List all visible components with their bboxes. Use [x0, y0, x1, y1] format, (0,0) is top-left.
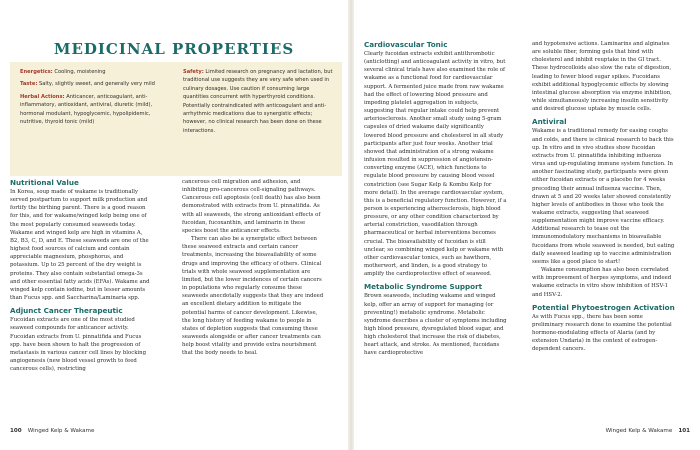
left-folio	[10, 428, 94, 434]
infobox-left-column	[20, 68, 173, 172]
infobox-right-column	[183, 68, 336, 172]
herbal-actions-text: Anticancer, anticoagulant, anti-inflammatory, antioxidant, antiviral, diuretic (mild), hormonal modulant, hypoglycemic, hypolipidemic, nutritive, thyroid tonic (mild)	[20, 93, 153, 126]
right-column-2	[532, 40, 675, 353]
right-folio-title: Winged Kelp & Wakame	[605, 428, 673, 434]
cardiovascular-tonic-paragraph: Clearly fucoidan extracts exhibit antithrombotic (anticlotting) and anticoagulant activity in vitro, but several clinical trials have also examined the role of wakame as a functional food for cardiovascular support. A fermented juice made from raw wakame had the effect of lowering blood pressure and impeding platelet aggregation in subjects, suggesting that regular intake could help prevent arteriosclerosis. Another small study using 5-gram capsules of dried wakame daily significantly lowered blood pressure and cholesterol in all study participants after just four weeks. Another trial showed that administration of a strong wakame infusion resulted in suppression of angiotensin-converting enzyme (ACE), which functions to regulate blood pressure by causing blood vessel constriction (see Sugar Kelp & Kombu Kelp for more detail). In the average cardiovascular system, this is a beneficial regulatory function. However, if a person is experiencing atherosclerosis, high blood pressure, or any other condition characterized by arterial constriction, vasodilation through pharmaceutical or herbal interventions becomes crucial. The bioavailability of fucoidan is still unclear, so combining winged kelp or wakame with other cardiovascular tonics, such as hawthorn, motherwort, and linden, is a good strategy to amplify the cardioprotective effect of seaweed.	[364, 51, 507, 278]
energetics-entry	[20, 68, 173, 76]
page-gutter	[348, 0, 354, 450]
herbal-actions-entry	[20, 93, 173, 127]
energetics-text: Cooling, moistening	[54, 69, 106, 75]
left-page-number: 100	[10, 428, 22, 434]
cardiovascular-tonic-heading: Cardiovascular Tonic	[364, 40, 448, 49]
energetics-label: Energetics:	[20, 69, 53, 75]
herpes-paragraph: Wakame consumption has also been correlated with improvement of herpes symptoms, and indeed wakame extracts in vitro show inhibition of HSV-1 and HSV-2.	[532, 267, 672, 298]
left-column-1	[10, 178, 153, 373]
synergistic-effect-paragraph: There can also be a synergistic effect between these seaweed extracts and certain cancer treatments, increasing the bioavailability of some drugs and improving the efficacy of others. Clinical trials with whole seaweed supplementation are limited, but the lower incidences of certain cancers in populations who regularly consume these seaweeds anecdotally suggests that they are indeed an excellent dietary addition to mitigate the potential harms of cancer development. Likewise, the long history of feeding wakame to people in states of depletion suggests that consuming these seaweeds alongside or after cancer treatments can help boost vitality and provide extra nourishment that the body needs to heal.	[182, 236, 324, 357]
safety-label: Safety:	[183, 69, 204, 75]
antiviral-paragraph: Wakame is a traditional remedy for easing coughs and colds, and there is clinical research to back this up. In vitro and in vivo studies show fucoidan extracts from U. pinnatifida inhibiting influenza virus and up-regulating immune system function. In another fascinating study, participants were given either fucoidan extracts or a placebo for 4 weeks preceding their annual influenza vaccine. Then, drawn at 5 and 20 weeks later showed consistently higher levels of antibodies in those who took the wakame extracts, suggesting that seaweed supplementation might improve vaccine efficacy. Additional research to tease out the immunomodulatory mechanisms in bioavailable fucoidans from whole seaweed is needed, but eating daily seaweed leading up to vaccine administration seems like a good place to start!	[532, 128, 675, 265]
taste-text: Salty, slightly sweet, and generally very mild	[39, 81, 155, 88]
herbal-actions-label: Herbal Actions:	[20, 93, 65, 100]
adjunct-cancer-paragraph: Fucoidan extracts are one of the most studied seaweed compounds for anticancer activity. Fucoidan extracts from U. pinnatifida and Fucus spp. have been shown to halt the progression of metastasis in various cancer cell lines by blocking angiogenesis (new blood vessel growth to feed cancerous cells), restricting	[10, 317, 146, 373]
left-column-2	[182, 178, 325, 357]
taste-entry	[20, 80, 173, 88]
adjunct-cancer-heading: Adjunct Cancer Therapeutic	[10, 306, 123, 316]
properties-infobox	[10, 62, 342, 176]
phytoestrogen-paragraph: As with Fucus spp., there has been some preliminary research done to examine the potential hormone-modulating effects of Alaria (and by extension Undaria) in the context of estrogen-dependent cancers.	[532, 313, 672, 353]
right-page-number: 101	[678, 428, 690, 434]
metabolic-continued-paragraph: and hypotensive actions. Laminarins and alginates are soluble fiber, forming gels that bind with cholesterol and inhibit reuptake in the GI tract. These hydrocolloids also slow the rate of digestion, leading to fewer blood sugar spikes. Fucoidans exhibit additional hypoglycemic effects by slowing intestinal glucose absorption via enzyme inhibition, while simultaneously increasing insulin sensitivity and desired glucose uptake by muscle cells.	[532, 41, 672, 113]
safety-entry	[183, 68, 336, 135]
cancer-continued-paragraph: cancerous cell migration and adhesion, and inhibiting pro-cancerous cell-signaling pathways. Cancerous cell apoptosis (cell death) has also been demonstrated with extracts from U. pinnatifida. As with all seaweeds, the strong antioxidant effects of fucoidan, fucoxanthin, and laminarin in these species boost the anticancer effects.	[182, 179, 321, 234]
left-folio-title: Winged Kelp & Wakame	[27, 428, 95, 434]
right-column-1	[364, 40, 507, 358]
metabolic-syndrome-paragraph: Brown seaweeds, including wakame and winged kelp, offer an array of support for managing (or preventing!) metabolic syndrome. Metabolic syndrome describes a cluster of symptoms including high blood pressure, dysregulated blood sugar, and high cholesterol that increase the risk of diabetes, heart attack, and stroke. As mentioned, fucoidans have cardioprotective	[364, 293, 507, 357]
safety-text: Limited research on pregnancy and lactation, but traditional use suggests they are very safe when used in culinary dosages. Use caution if consuming large quantities concurrent with hyperthyroid conditions. Potentially contraindicated with anticoagulant and anti-arrhythmic medications due to synergistic effects; however, no clinical research has been done on these interactions.	[183, 69, 333, 134]
right-folio	[606, 428, 690, 434]
nutritional-value-paragraph: In Korea, soup made of wakame is traditionally served postpartum to support milk production and fortify the birthing parent. There is a good reason for this, and for wakame/winged kelp being one of the most popularly consumed seaweeds today. Wakame and winged kelp are high in vitamins A, B2, B3, C, D, and E. These seaweeds are one of the highest food sources of calcium and contain appreciable magnesium, phosphorus, and potassium. Up to 25 percent of the dry weight is proteins. They also contain substantial omega-3s and other essential fatty acids (EFAs). Wakame and winged kelp contain iodine, but in lesser amounts than Fucus spp. and Saccharina/Laminaria spp.	[10, 189, 150, 302]
phytoestrogen-heading: Potential Phytoestrogen Activation	[532, 302, 675, 312]
page-title: MEDICINAL PROPERTIES	[53, 40, 295, 58]
taste-label: Taste:	[20, 81, 38, 88]
nutritional-value-heading: Nutritional Value	[10, 178, 79, 187]
metabolic-syndrome-heading: Metabolic Syndrome Support	[364, 282, 483, 292]
antiviral-heading: Antiviral	[532, 117, 567, 127]
